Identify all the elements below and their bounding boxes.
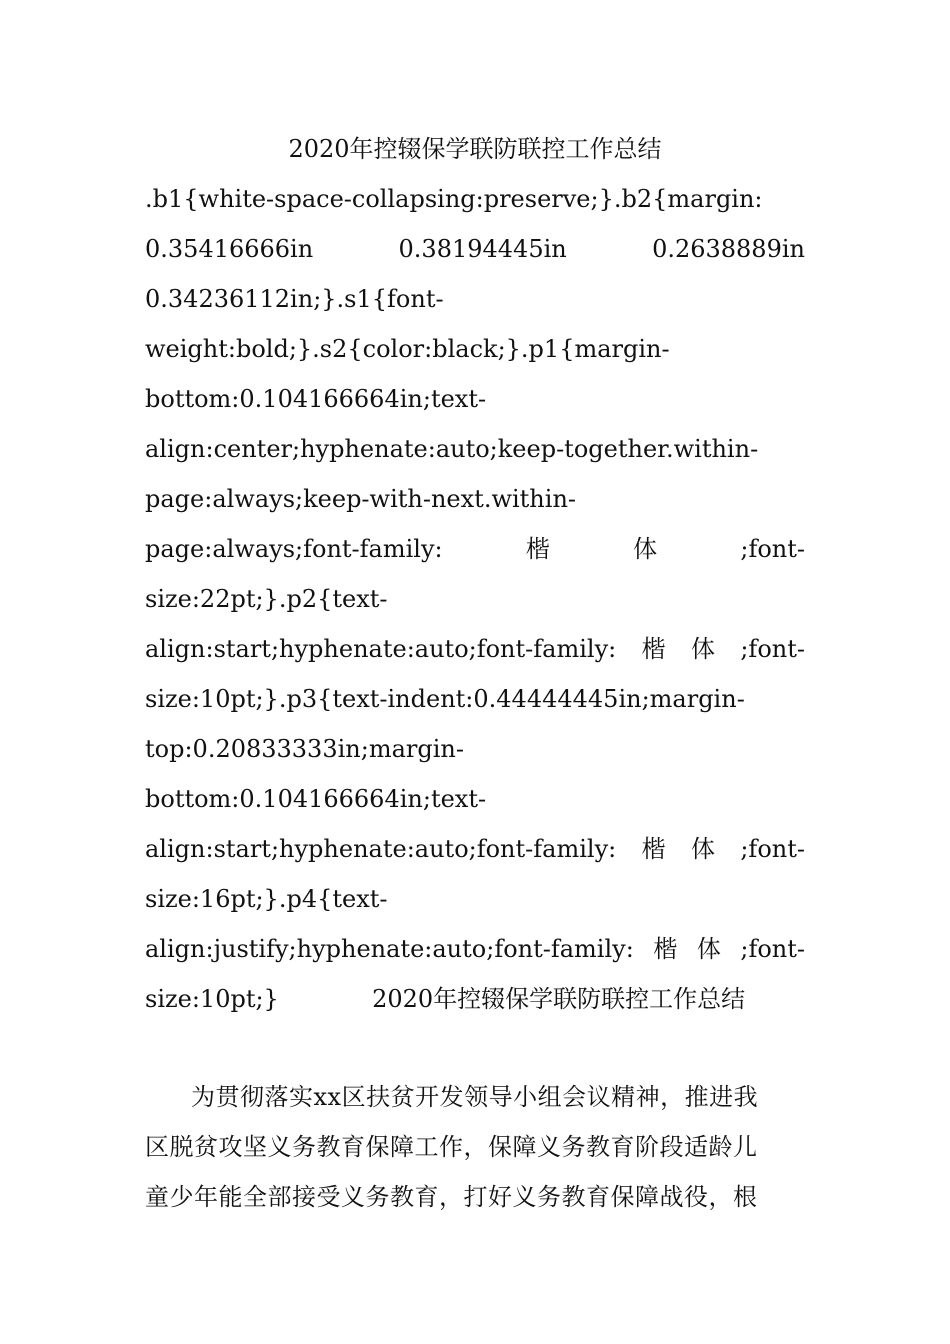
css-text-segment: ;font-	[740, 835, 805, 863]
css-text-line-8	[145, 531, 805, 567]
css-text-segment: 0.38194445in	[398, 235, 567, 263]
css-text-segment: 体	[633, 535, 658, 563]
document-title: 2020年控辍保学联防联控工作总结	[288, 135, 662, 163]
paragraph-line-2: 区脱贫攻坚义务教育保障工作，保障义务教育阶段适龄儿	[145, 1133, 758, 1161]
paragraph-line-3: 童少年能全部接受义务教育，打好义务教育保障战役，根	[145, 1183, 758, 1211]
css-text-segment: 0.35416666in	[145, 235, 314, 263]
css-text-segment: 0.2638889in	[652, 235, 805, 263]
css-text-line-5: bottom:0.104166664in;text-	[145, 385, 487, 413]
css-text-segment: size:10pt;}	[145, 985, 279, 1013]
css-text-segment: align:justify;hyphenate:auto;font-family:	[145, 935, 634, 963]
css-text-line-12: top:0.20833333in;margin-	[145, 735, 464, 763]
css-text-line-13: bottom:0.104166664in;text-	[145, 785, 487, 813]
css-text-line-2	[145, 231, 805, 267]
css-text-line-17	[145, 981, 805, 1017]
css-text-segment: 楷	[653, 935, 678, 963]
css-text-segment: 体	[690, 635, 715, 663]
css-text-line-16	[145, 931, 805, 967]
css-text-segment: align:start;hyphenate:auto;font-family:	[145, 835, 617, 863]
css-text-segment: ;font-	[740, 535, 805, 563]
css-text-line-3: 0.34236112in;}.s1{font-	[145, 285, 444, 313]
css-text-line-4: weight:bold;}.s2{color:black;}.p1{margin-	[145, 335, 670, 363]
css-text-line-1: .b1{white-space-collapsing:preserve;}.b2{margin:	[145, 185, 763, 213]
css-text-line-10	[145, 631, 805, 667]
css-text-segment: 楷	[525, 535, 550, 563]
css-text-line-9: size:22pt;}.p2{text-	[145, 585, 388, 613]
css-text-segment: page:always;font-family:	[145, 535, 443, 563]
css-text-segment: ;font-	[740, 935, 805, 963]
css-text-line-14	[145, 831, 805, 867]
css-text-line-11: size:10pt;}.p3{text-indent:0.44444445in;margin-	[145, 685, 745, 713]
css-text-segment: align:start;hyphenate:auto;font-family:	[145, 635, 617, 663]
paragraph-line-1: 为贯彻落实xx区扶贫开发领导小组会议精神，推进我	[191, 1083, 759, 1111]
css-text-line-7: page:always;keep-with-next.within-	[145, 485, 577, 513]
css-text-segment: 体	[690, 835, 715, 863]
inline-title: 2020年控辍保学联防联控工作总结	[372, 985, 746, 1013]
css-text-segment: 楷	[641, 635, 666, 663]
css-text-line-6: align:center;hyphenate:auto;keep-together.within-	[145, 435, 759, 463]
css-text-segment: ;font-	[740, 635, 805, 663]
css-text-segment: 体	[696, 935, 721, 963]
css-text-line-15: size:16pt;}.p4{text-	[145, 885, 388, 913]
css-text-segment: 楷	[641, 835, 666, 863]
